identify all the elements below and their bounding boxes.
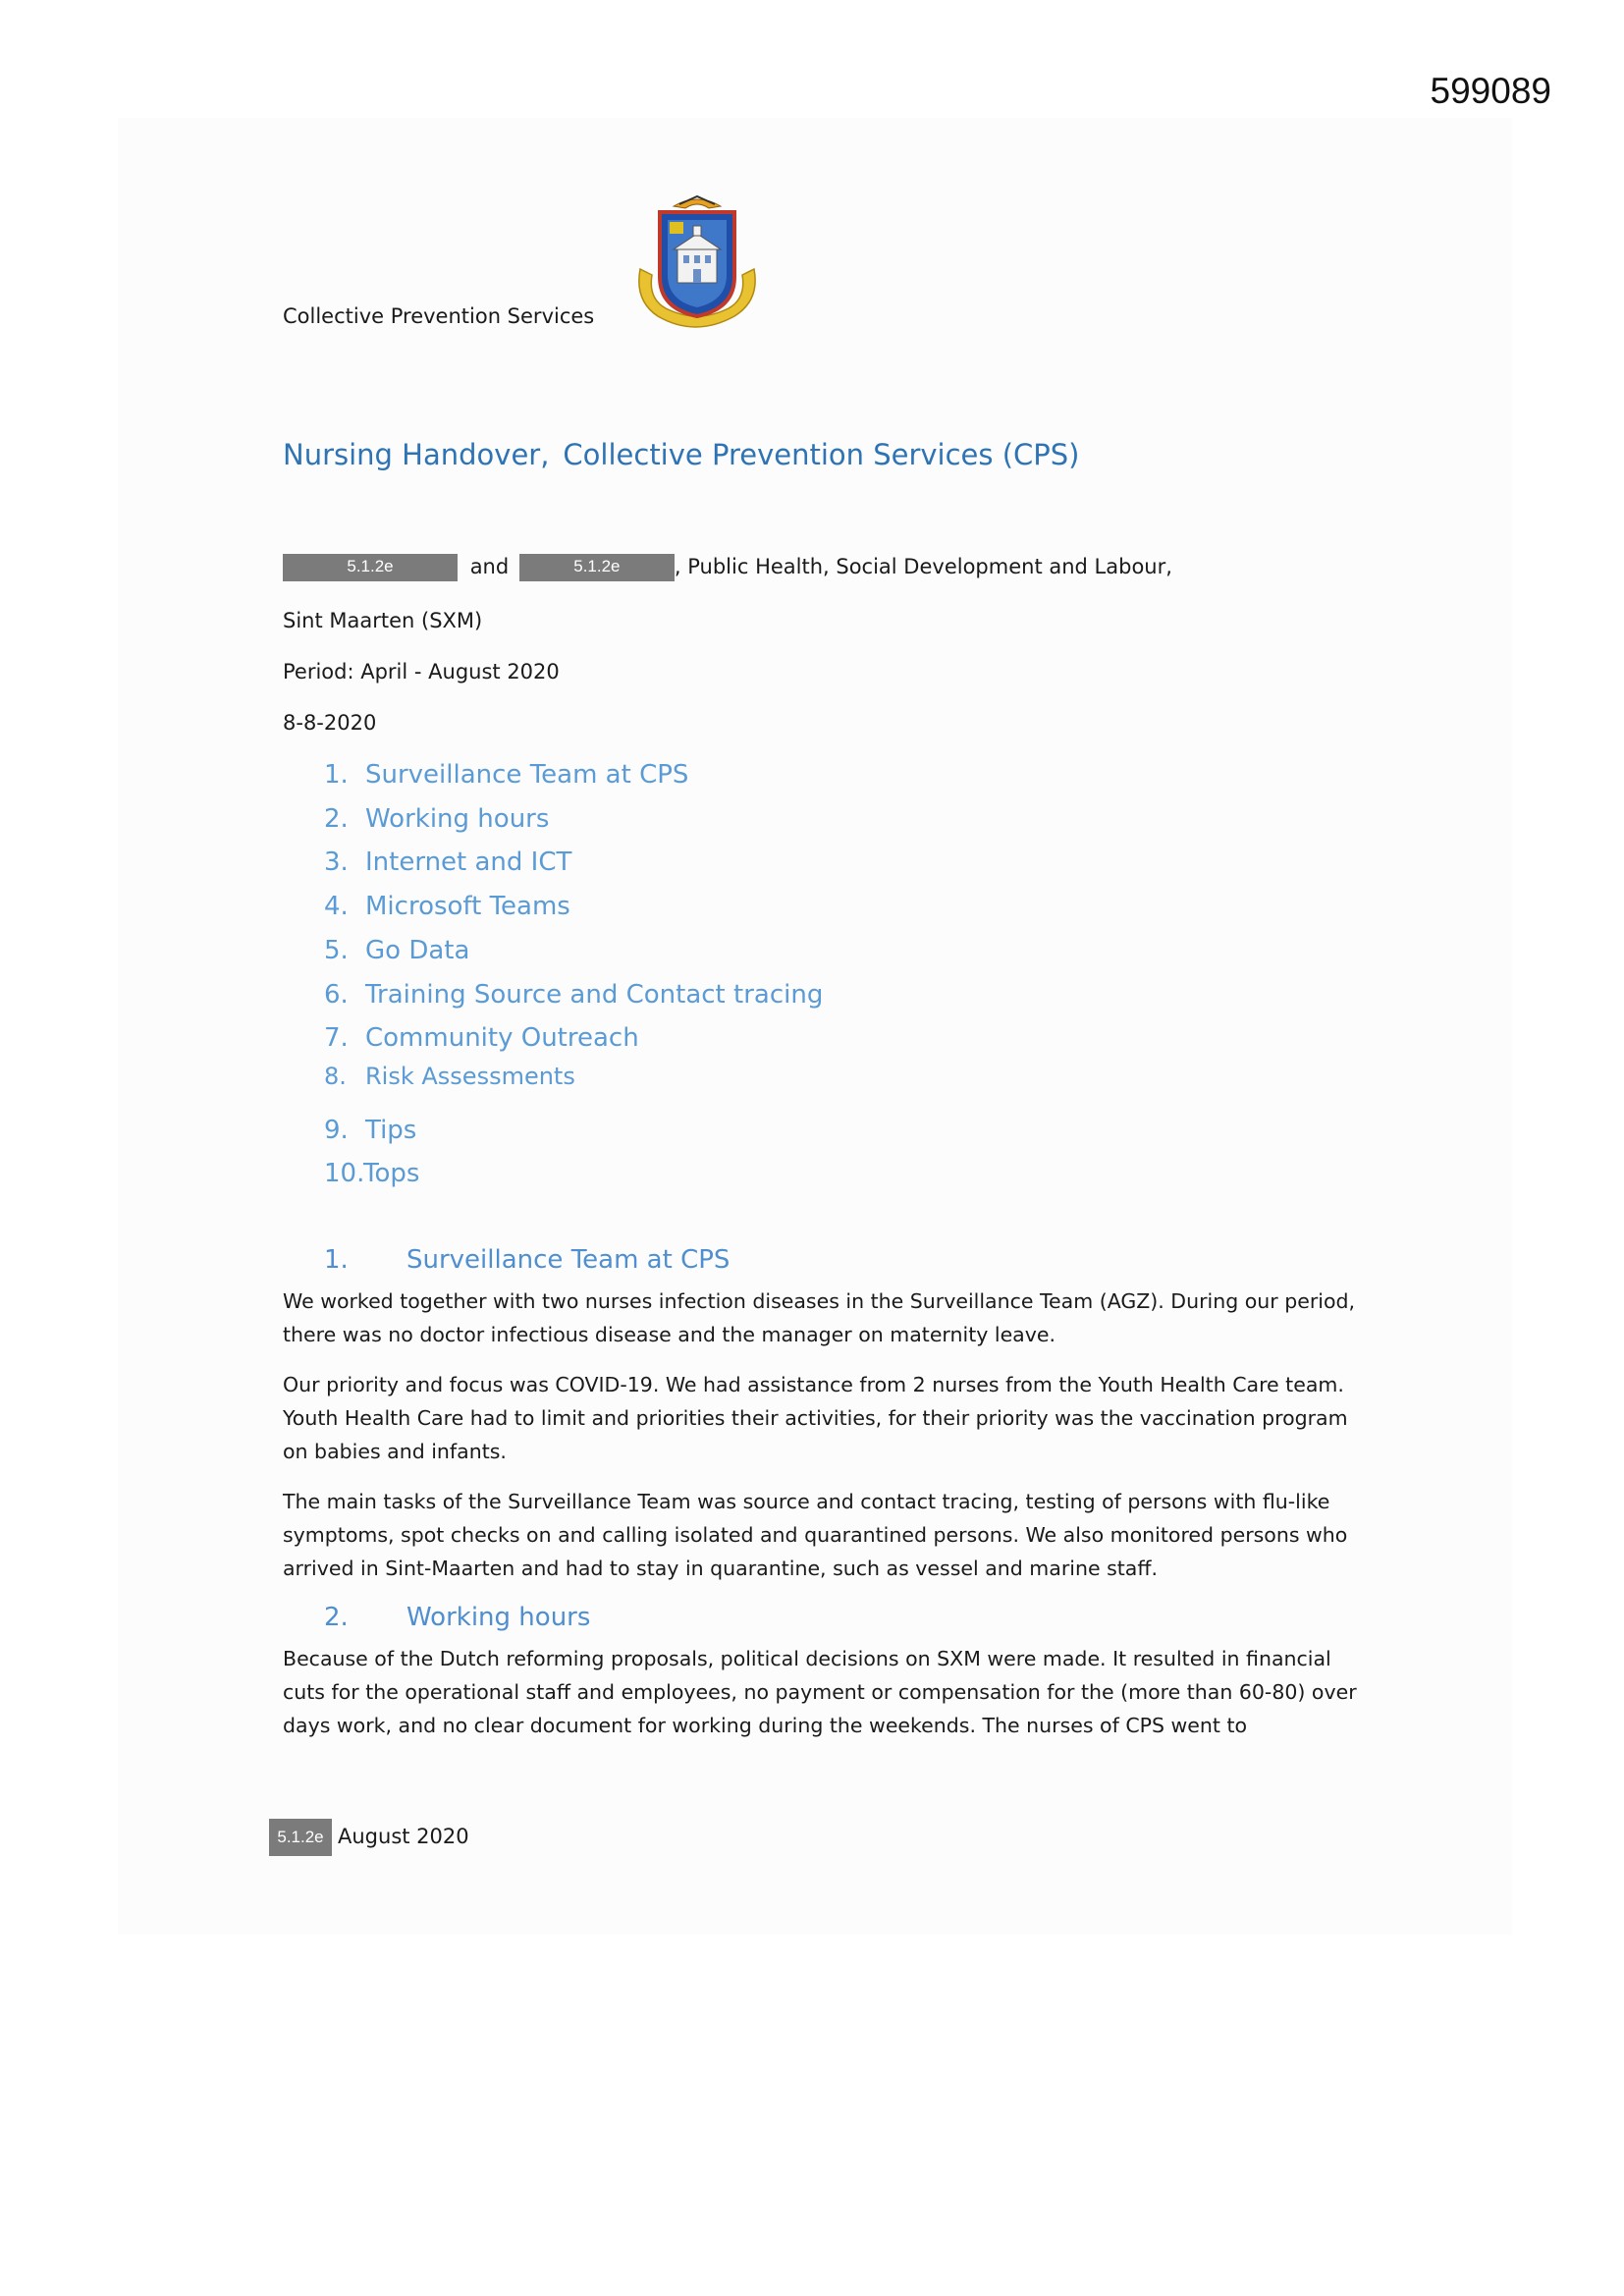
section-title: Working hours bbox=[406, 1603, 591, 1632]
section-number: 1. bbox=[324, 1245, 349, 1275]
toc-number: 5. bbox=[324, 936, 349, 965]
section-heading-surveillance bbox=[324, 1245, 730, 1275]
toc-item[interactable] bbox=[324, 1063, 575, 1090]
period: Period: April - August 2020 bbox=[283, 660, 560, 683]
paragraph: Our priority and focus was COVID-19. We had assistance from 2 nurses from the Youth Health Care team. Youth Health Care had to limit and priorities their activities, for their priority was the vaccination program on babies and infants. bbox=[283, 1373, 1348, 1463]
title-part-2: Collective Prevention Services (CPS) bbox=[563, 438, 1080, 471]
toc-item[interactable] bbox=[324, 1159, 419, 1188]
paragraph: We worked together with two nurses infection diseases in the Surveillance Team (AGZ). During our period, there was no doctor infectious disease and the manager on maternity leave. bbox=[283, 1289, 1356, 1346]
toc-number: 3. bbox=[324, 847, 349, 877]
toc-label: Tips bbox=[365, 1116, 417, 1145]
footer-date: August 2020 bbox=[338, 1825, 469, 1848]
toc-number: 2. bbox=[324, 804, 349, 834]
toc-number: 1. bbox=[324, 760, 349, 790]
toc-item[interactable] bbox=[324, 892, 570, 921]
page-footer bbox=[269, 1819, 469, 1856]
toc-item[interactable] bbox=[324, 936, 469, 965]
document-title bbox=[283, 438, 1080, 471]
toc-item[interactable] bbox=[324, 847, 571, 877]
redaction-block: 5.1.2e bbox=[283, 554, 458, 581]
paragraph: The main tasks of the Surveillance Team was source and contact tracing, testing of persons with flu-like symptoms, spot checks on and calling isolated and quarantined persons. We also monitored persons who arrived in Sint-Maarten and had to stay in quarantine, such as vessel and marine staff. bbox=[283, 1490, 1348, 1580]
toc-label: Community Outreach bbox=[365, 1023, 639, 1053]
redaction-block: 5.1.2e bbox=[269, 1819, 332, 1856]
toc-number: 7. bbox=[324, 1023, 349, 1053]
toc-number: 10. bbox=[324, 1159, 365, 1188]
toc-label: Working hours bbox=[365, 804, 550, 834]
toc-number: 9. bbox=[324, 1116, 349, 1145]
toc-item[interactable] bbox=[324, 980, 823, 1010]
location: Sint Maarten (SXM) bbox=[283, 609, 483, 632]
document-date: 8-8-2020 bbox=[283, 711, 377, 735]
toc-item[interactable] bbox=[324, 804, 549, 834]
section-title: Surveillance Team at CPS bbox=[406, 1245, 731, 1275]
toc-number: 6. bbox=[324, 980, 349, 1010]
toc-number: 8. bbox=[324, 1063, 347, 1090]
redaction-block: 5.1.2e bbox=[519, 554, 675, 581]
authors-line bbox=[283, 554, 1172, 581]
toc-item[interactable] bbox=[324, 1023, 639, 1053]
paragraph: Because of the Dutch reforming proposals, political decisions on SXM were made. It resulted in financial cuts for the operational staff and employees, no payment or compensation for the (more than 60-80) over days work, and no clear document for working during the weekends. The nurses of CPS went to bbox=[283, 1647, 1357, 1737]
toc-label: Microsoft Teams bbox=[365, 892, 570, 921]
toc-item[interactable] bbox=[324, 760, 688, 790]
toc-label: Surveillance Team at CPS bbox=[365, 760, 689, 790]
title-part-1: Nursing Handover, bbox=[283, 438, 550, 471]
department-name: , Public Health, Social Development and Labour, bbox=[674, 555, 1172, 578]
authors-and: and bbox=[469, 555, 510, 578]
toc-label: Tops bbox=[363, 1159, 420, 1188]
toc-number: 4. bbox=[324, 892, 349, 921]
toc-label: Go Data bbox=[365, 936, 470, 965]
toc-label: Internet and ICT bbox=[365, 847, 572, 877]
document-number: 599089 bbox=[1430, 71, 1551, 111]
section-number: 2. bbox=[324, 1603, 349, 1632]
toc-item[interactable] bbox=[324, 1116, 416, 1145]
organization-name: Collective Prevention Services bbox=[283, 304, 595, 328]
section-heading-working-hours bbox=[324, 1603, 590, 1632]
toc-label: Risk Assessments bbox=[365, 1063, 575, 1090]
toc-label: Training Source and Contact tracing bbox=[365, 980, 824, 1010]
coat-of-arms-icon bbox=[630, 192, 764, 330]
